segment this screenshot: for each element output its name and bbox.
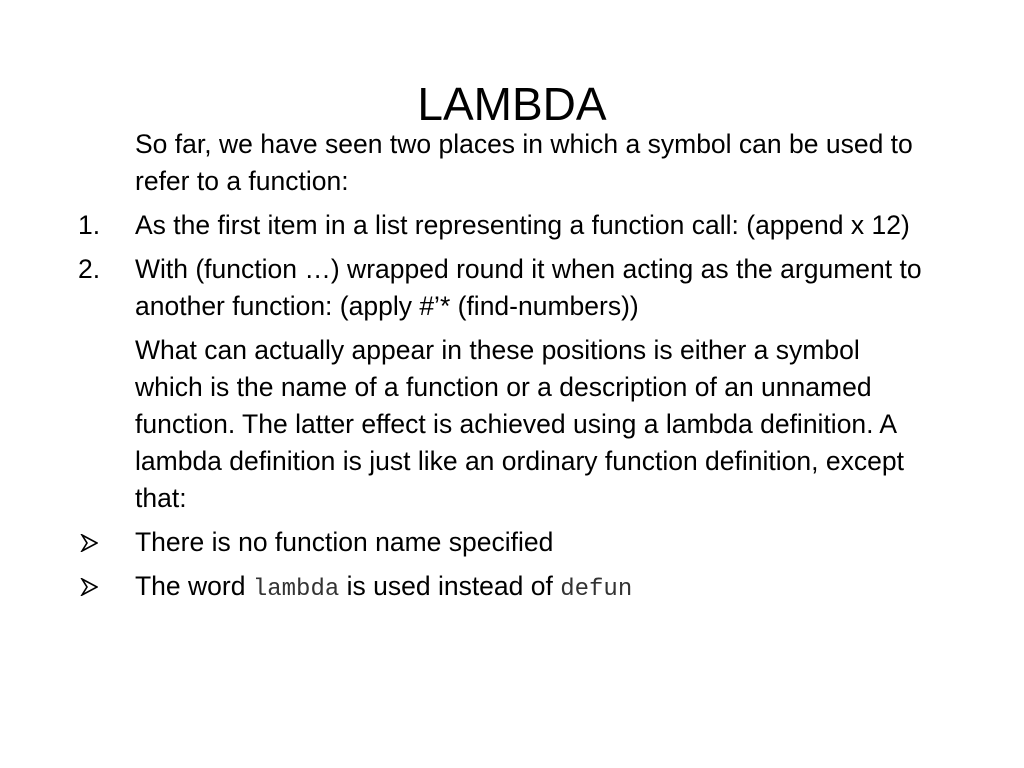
bullet-text-middle: is used instead of — [339, 571, 561, 601]
slide-body — [0, 126, 1024, 608]
list-number: 2. — [78, 254, 101, 284]
numbered-item-text: With (function …) wrapped round it when acting as the argument to another function: (apply #’* (find-numbers)) — [135, 254, 922, 321]
code-keyword-defun: defun — [560, 576, 633, 603]
numbered-item-1 — [0, 207, 925, 244]
code-keyword-lambda: lambda — [252, 576, 340, 603]
slide-title: LAMBDA — [417, 78, 607, 130]
bullet-text-prefix: The word — [135, 571, 253, 601]
numbered-item-text: As the first item in a list representing a function call: (append x 12) — [135, 210, 910, 240]
numbered-item-2 — [0, 251, 925, 325]
bullet-item-2 — [0, 568, 925, 608]
arrowhead-bullet-icon — [80, 534, 98, 552]
list-number: 1. — [78, 210, 101, 240]
arrowhead-bullet-icon — [80, 578, 98, 596]
bullet-item-1 — [0, 524, 925, 561]
explanation-paragraph: What can actually appear in these positions is either a symbol which is the name of a function or a description of an unnamed function. The latter effect is achieved using a lambda definition. A lambda definition is just like an ordinary function definition, except that: — [135, 335, 904, 513]
bullet-text: There is no function name specified — [135, 527, 554, 557]
intro-paragraph: So far, we have seen two places in which a symbol can be used to refer to a function: — [135, 129, 913, 196]
